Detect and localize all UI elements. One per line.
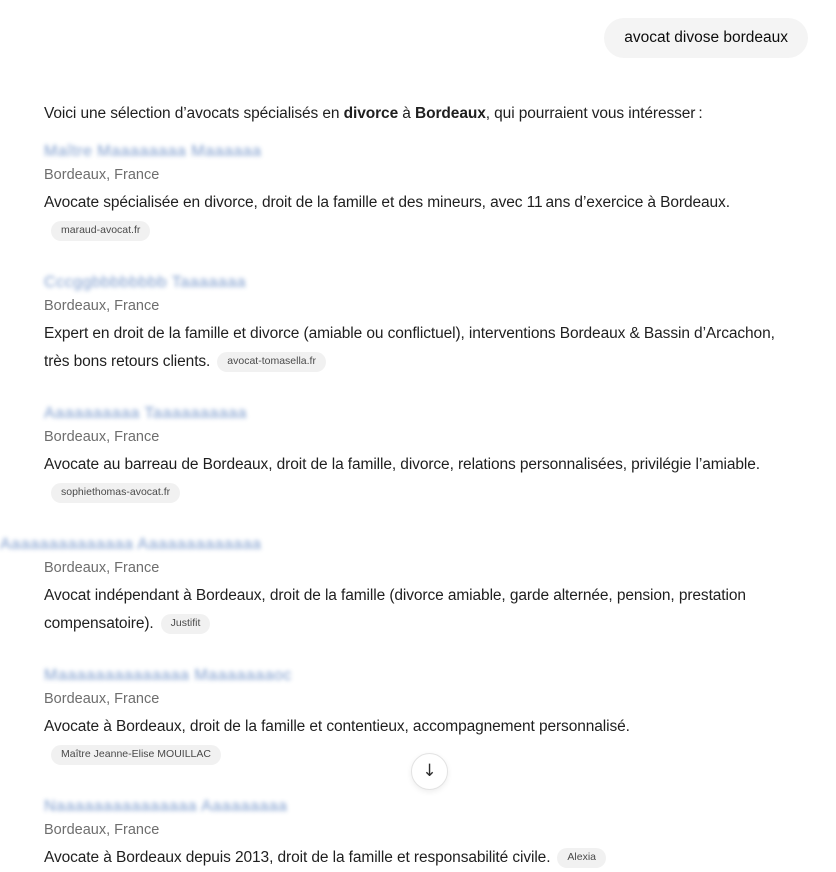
lawyer-description-block bbox=[44, 189, 796, 245]
user-message-bubble: avocat divose bordeaux bbox=[604, 18, 808, 58]
lawyer-description: Avocate à Bordeaux depuis 2013, droit de la famille et responsabilité civile. bbox=[44, 849, 551, 866]
source-chip[interactable]: Maître Jeanne-Elise MOUILLAC bbox=[51, 745, 221, 765]
intro-part1: Voici une sélection d’avocats spécialisés en bbox=[44, 105, 344, 122]
redacted-name-text: Aaaaaaaaaaaaaa Aaaaaaaaaaaaa bbox=[0, 536, 262, 553]
intro-text bbox=[44, 103, 796, 125]
source-chip[interactable]: sophiethomas-avocat.fr bbox=[51, 483, 180, 503]
intro-bold-bordeaux: Bordeaux bbox=[415, 105, 486, 122]
lawyer-entry bbox=[44, 664, 796, 769]
lawyer-location: Bordeaux, France bbox=[44, 691, 160, 707]
lawyer-description: Avocate à Bordeaux, droit de la famille et contentieux, accompagnement personnalisé. bbox=[44, 718, 630, 735]
redacted-name-text: Aaaaaaaaaa Taaaaaaaaaa bbox=[44, 405, 247, 422]
intro-bold-divorce: divorce bbox=[343, 105, 399, 122]
intro-part2: à bbox=[398, 105, 416, 122]
source-chip[interactable]: maraud-avocat.fr bbox=[51, 221, 150, 241]
lawyer-description: Avocate spécialisée en divorce, droit de la famille et des mineurs, avec 11 ans d’exercice à Bordeaux. bbox=[44, 194, 730, 211]
lawyer-description-block bbox=[44, 844, 796, 872]
down-arrow-icon: ↓ bbox=[422, 761, 437, 781]
assistant-response bbox=[0, 58, 816, 872]
lawyer-location: Bordeaux, France bbox=[44, 560, 160, 576]
lawyer-description-block bbox=[44, 582, 796, 638]
source-chip[interactable]: Alexia bbox=[557, 848, 606, 868]
lawyer-name-link[interactable] bbox=[0, 533, 261, 556]
source-chip[interactable]: avocat-tomasella.fr bbox=[217, 352, 326, 372]
redacted-name-text: Maaaaaaaaaaaaaa Maaaaaaaoc bbox=[44, 667, 292, 684]
redacted-name-text: Naaaaaaaaaaaaaaa Aaaaaaaaa bbox=[44, 798, 288, 815]
lawyer-location: Bordeaux, France bbox=[44, 429, 160, 445]
lawyer-description: Avocate au barreau de Bordeaux, droit de la famille, divorce, relations personnalisées, privilégie l’amiable. bbox=[44, 456, 760, 473]
intro-part3: , qui pourraient vous intéresser : bbox=[485, 105, 703, 122]
redacted-name-text: Cccggbbbbbbbb Taaaaaaa bbox=[44, 274, 246, 291]
lawyer-entry bbox=[44, 271, 796, 376]
lawyer-description-block bbox=[44, 320, 796, 376]
source-chip[interactable]: Justifit bbox=[161, 614, 211, 634]
lawyer-location: Bordeaux, France bbox=[44, 298, 160, 314]
lawyer-entry bbox=[44, 402, 796, 507]
scroll-to-bottom-button[interactable] bbox=[411, 753, 448, 790]
lawyer-entry bbox=[0, 533, 796, 638]
lawyer-entry bbox=[44, 795, 796, 872]
user-message-row bbox=[0, 0, 836, 58]
lawyer-name-link[interactable] bbox=[44, 402, 247, 425]
lawyer-name-link[interactable] bbox=[44, 795, 287, 818]
lawyer-name-link[interactable] bbox=[44, 664, 292, 687]
lawyer-description: Expert en droit de la famille et divorce (amiable ou conflictuel), interventions Bordeaux & Bassin d’Arcachon, très bons retours clients. bbox=[44, 325, 775, 370]
lawyer-description-block bbox=[44, 451, 796, 507]
lawyer-name-link[interactable] bbox=[44, 271, 246, 294]
lawyer-location: Bordeaux, France bbox=[44, 167, 160, 183]
lawyer-description: Avocat indépendant à Bordeaux, droit de la famille (divorce amiable, garde alternée, pension, prestation compensatoire). bbox=[44, 587, 746, 632]
redacted-name-text: Maître Maaaaaaaa Maaaaaa bbox=[44, 143, 262, 160]
lawyer-location: Bordeaux, France bbox=[44, 822, 160, 838]
lawyer-name-link[interactable] bbox=[44, 140, 261, 163]
lawyer-entry bbox=[44, 140, 796, 245]
